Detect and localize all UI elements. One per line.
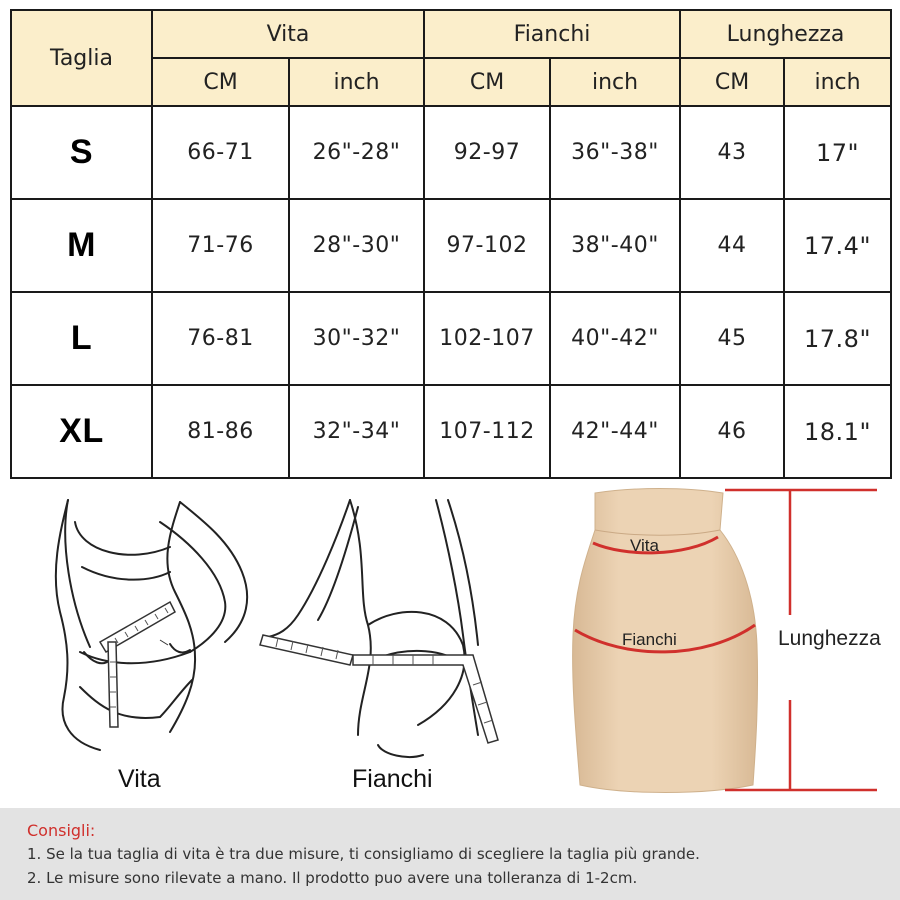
skirt-hip-label: Fianchi — [622, 630, 677, 649]
hip-caption: Fianchi — [352, 765, 433, 793]
length-inch-cell: 17" — [784, 106, 891, 199]
unit-header-hip-cm: CM — [424, 58, 550, 106]
hip-group-header: Fianchi — [424, 10, 680, 58]
tips-title: Consigli: — [27, 821, 96, 840]
size-label: XL — [11, 385, 152, 478]
hip-measure-illustration — [258, 495, 508, 765]
unit-header-hip-inch: inch — [550, 58, 680, 106]
waist-caption: Vita — [118, 765, 161, 793]
unit-header-waist-cm: CM — [152, 58, 289, 106]
waist-cm-cell: 76-81 — [152, 292, 289, 385]
length-group-header: Lunghezza — [680, 10, 891, 58]
waist-cm-cell: 66-71 — [152, 106, 289, 199]
length-cm-cell: 45 — [680, 292, 784, 385]
length-label: Lunghezza — [778, 627, 881, 650]
waist-measure-illustration — [20, 492, 280, 754]
size-label: M — [11, 199, 152, 292]
length-cm-cell: 46 — [680, 385, 784, 478]
waist-group-header: Vita — [152, 10, 424, 58]
table-row-xl — [11, 385, 891, 478]
size-chart-table — [10, 9, 892, 479]
unit-header-length-cm: CM — [680, 58, 784, 106]
waist-cm-cell: 71-76 — [152, 199, 289, 292]
hip-inch-cell: 36"-38" — [550, 106, 680, 199]
tips-panel — [0, 808, 900, 900]
tape-measure-icon — [100, 602, 175, 727]
hip-cm-cell: 97-102 — [424, 199, 550, 292]
hip-inch-cell: 42"-44" — [550, 385, 680, 478]
hip-cm-cell: 102-107 — [424, 292, 550, 385]
length-cm-cell: 44 — [680, 199, 784, 292]
unit-header-length-inch: inch — [784, 58, 891, 106]
size-column-header: Taglia — [11, 10, 152, 106]
hip-cm-cell: 92-97 — [424, 106, 550, 199]
table-row-s — [11, 106, 891, 199]
size-label: S — [11, 106, 152, 199]
length-cm-cell: 43 — [680, 106, 784, 199]
hip-inch-cell: 38"-40" — [550, 199, 680, 292]
waist-inch-cell: 26"-28" — [289, 106, 424, 199]
waist-cm-cell: 81-86 — [152, 385, 289, 478]
table-row-l — [11, 292, 891, 385]
waist-inch-cell: 30"-32" — [289, 292, 424, 385]
length-inch-cell: 18.1" — [784, 385, 891, 478]
waist-inch-cell: 28"-30" — [289, 199, 424, 292]
skirt-waist-label: Vita — [630, 536, 659, 555]
tip-line-2: 2. Le misure sono rilevate a mano. Il prodotto puo avere una tolleranza di 1-2cm. — [27, 869, 638, 887]
length-inch-cell: 17.4" — [784, 199, 891, 292]
table-row-m — [11, 199, 891, 292]
length-inch-cell: 17.8" — [784, 292, 891, 385]
hip-cm-cell: 107-112 — [424, 385, 550, 478]
waist-inch-cell: 32"-34" — [289, 385, 424, 478]
size-label: L — [11, 292, 152, 385]
tape-measure-icon — [260, 635, 498, 743]
tip-line-1: 1. Se la tua taglia di vita è tra due misure, ti consigliamo di scegliere la taglia più grande. — [27, 845, 700, 863]
hip-inch-cell: 40"-42" — [550, 292, 680, 385]
unit-header-waist-inch: inch — [289, 58, 424, 106]
